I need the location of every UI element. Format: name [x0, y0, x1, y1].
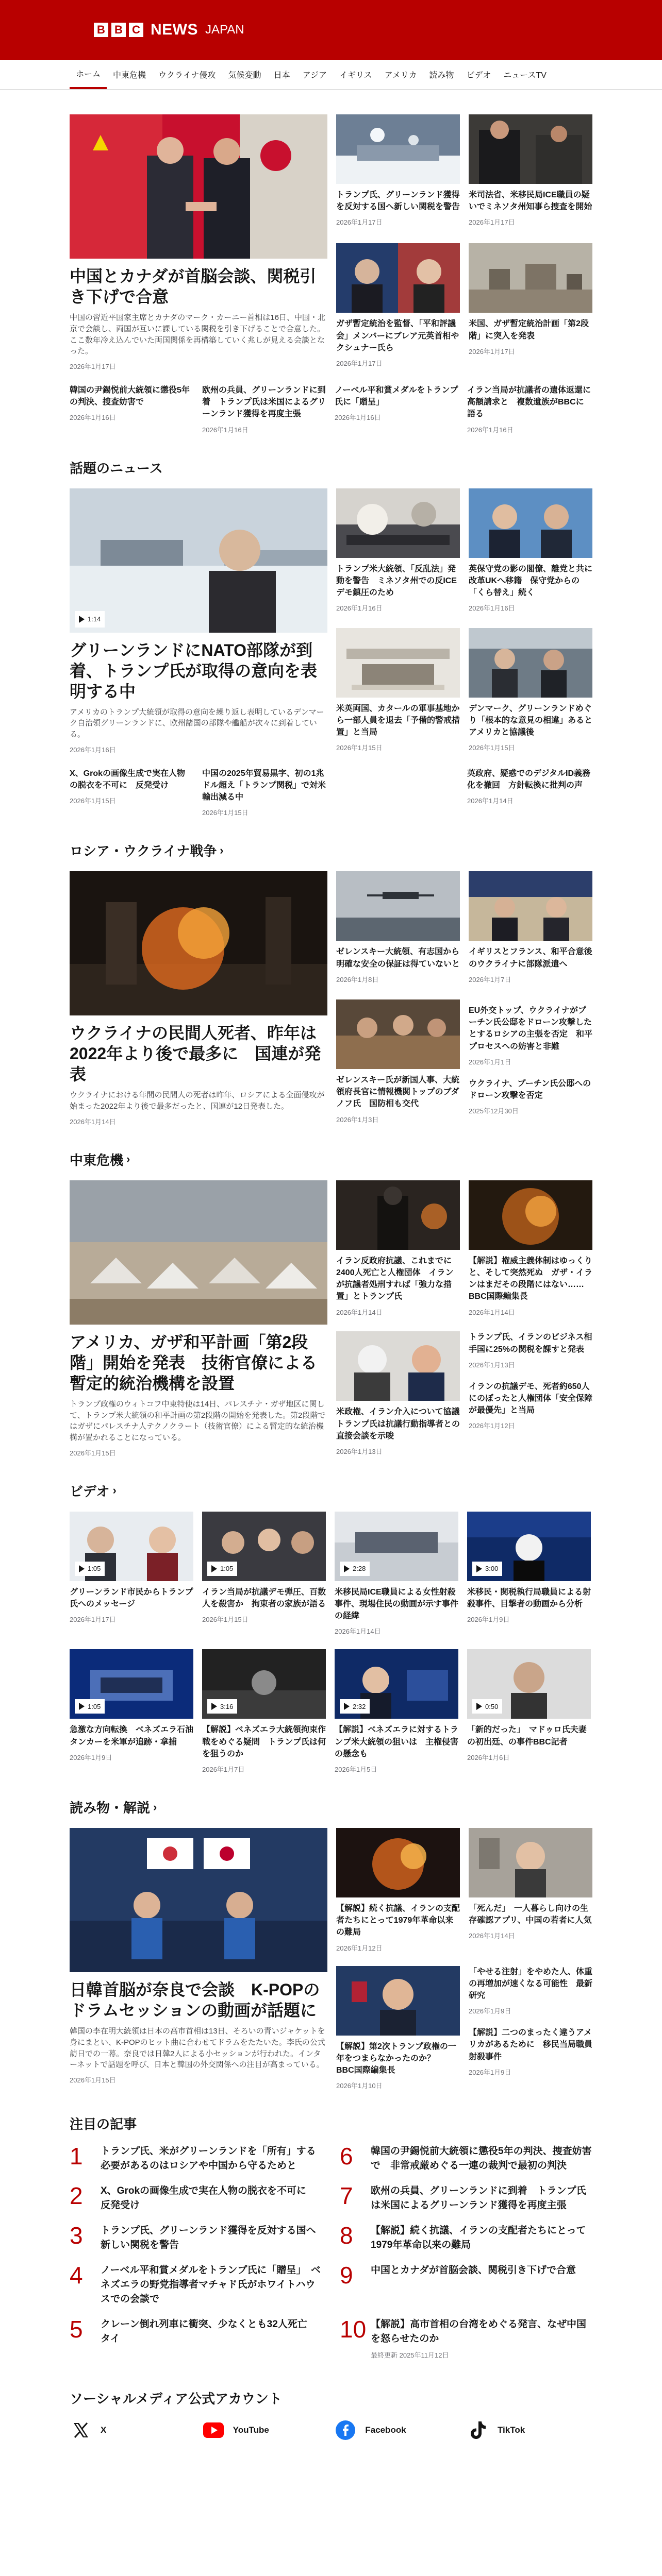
video-duration: 3:00 — [485, 1565, 499, 1573]
story-card-date: 2026年1月7日 — [469, 975, 511, 984]
story-card[interactable] — [336, 1966, 460, 2091]
rank-number: 7 — [340, 2182, 353, 2210]
social-label[interactable]: X — [101, 2425, 107, 2435]
section-title — [70, 458, 592, 477]
most-read-title[interactable]: ノーベル平和賞メダルをトランプ氏に「贈呈」 ベネズエラの野党指導者マチャド氏がホワイトハウスでの会談で — [101, 2265, 321, 2304]
story-card-image[interactable] — [469, 243, 592, 313]
video-play-badge[interactable] — [75, 1699, 105, 1714]
lead-story[interactable] — [70, 1828, 327, 2090]
story-card[interactable] — [469, 1966, 592, 2091]
story-card[interactable] — [202, 768, 326, 818]
social-label[interactable]: YouTube — [233, 2425, 269, 2435]
rank-number: 10 — [340, 2316, 367, 2343]
story-card[interactable] — [469, 871, 592, 986]
nav-item-japan[interactable]: 日本 — [273, 71, 290, 80]
video-card-title[interactable]: 【解説】ベネズエラ大統領拘束作戦をめぐる疑問 トランプ氏は何を狙うのか — [202, 1725, 326, 1758]
lead-story-date: 2026年1月14日 — [70, 1117, 116, 1126]
story-card[interactable] — [469, 1828, 592, 1953]
story-card[interactable] — [336, 488, 460, 615]
story-card-title[interactable]: ガザ暫定統治を監督、「平和評議会」メンバーにブレア元英首相やクシュナー氏ら — [336, 319, 459, 352]
story-card-date: 2026年1月15日 — [336, 744, 383, 752]
nav-item-newstv[interactable]: ニュースTV — [503, 71, 547, 80]
video-duration: 1:05 — [220, 1565, 234, 1573]
video-duration: 0:50 — [485, 1702, 499, 1710]
story-card[interactable] — [336, 871, 460, 986]
lead-story-summary: トランプ政権のウィトコフ中東特使は14日、パレスチナ・ガザ地区に関して、トランプ米大統領の和平計画の第2段階の開始を発表した。第2段階ではガザにパレスチナ人テクノクラート（技術官僚）による暫定的な統治機構が置かれることになっている。 — [70, 1399, 326, 1443]
story-card-date: 2026年1月16日 — [467, 426, 514, 434]
section-title-text: 話題のニュース — [70, 460, 163, 476]
story-card-image[interactable] — [336, 871, 460, 941]
story-card[interactable] — [469, 1331, 592, 1457]
story-card-date: 2026年1月16日 — [335, 414, 381, 422]
rank-number: 6 — [340, 2143, 353, 2170]
video-card-date: 2026年1月6日 — [467, 1753, 510, 1761]
story-card-title[interactable]: デンマーク、グリーンランドめぐり「根本的な意見の相違」あるとアメリカと協議後 — [469, 704, 593, 737]
story-card-date: 2026年1月15日 — [202, 809, 249, 817]
story-card-title[interactable]: 米司法省、米移民局ICE職員の疑いでミネソタ州知事ら捜査を開始 — [469, 191, 592, 212]
video-card-title[interactable]: 急激な方向転換 ベネズエラ石油タンカーを米軍が追跡・拿捕 — [70, 1725, 194, 1747]
video-card-title[interactable]: 米移民・関税執行局職員による射殺事件、目撃者の動画から分析 — [467, 1587, 591, 1609]
play-icon — [344, 1565, 350, 1572]
story-card-image[interactable] — [336, 1331, 460, 1401]
story-card-title[interactable]: 韓国の尹錫悦前大統領に懲役5年の判決、捜査妨害で — [70, 386, 190, 407]
video-card-title[interactable]: イラン当局が抗議デモ弾圧、百数人を殺害か 拘束者の家族が語る — [202, 1587, 326, 1609]
story-card[interactable] — [336, 243, 460, 371]
most-read-item[interactable] — [340, 2224, 592, 2252]
story-card[interactable] — [335, 384, 458, 434]
story-card-date: 2026年1月3日 — [336, 1115, 379, 1124]
most-read-section — [70, 2114, 592, 2360]
video-duration: 2:28 — [353, 1565, 366, 1573]
lead-story-date: 2026年1月15日 — [70, 2076, 116, 2084]
story-card-image[interactable] — [469, 114, 592, 184]
video-card-image[interactable] — [467, 1649, 591, 1719]
story-card-title[interactable]: ゼレンスキー大統領、有志国から明確な安全の保証は得ていないと — [336, 947, 460, 969]
nav-item-home[interactable]: ホーム — [70, 60, 107, 89]
chevron-right-icon[interactable]: › — [220, 843, 224, 857]
most-read-title[interactable]: 欧州の兵員、グリーンランドに到着 トランプ氏は米国によるグリーンランド獲得を再度主張 — [371, 2185, 586, 2211]
section-title-text[interactable]: ビデオ — [70, 1483, 110, 1499]
logo-edition-text: JAPAN — [205, 23, 244, 37]
lead-story[interactable] — [70, 1180, 327, 1458]
most-read-item[interactable] — [70, 2224, 322, 2252]
story-card-title[interactable]: 【解説】続く抗議、イランの支配者たちにとって1979年革命以来の難局 — [336, 1904, 460, 1937]
most-read-title[interactable]: 韓国の尹錫悦前大統領に懲役5年の判決、捜査妨害で 非常戒厳めぐる一連の裁判で最初の判決 — [371, 2146, 592, 2171]
story-card[interactable] — [469, 1180, 592, 1318]
section-title-text[interactable]: ロシア・ウクライナ戦争 — [70, 843, 217, 859]
lead-story-title[interactable]: アメリカ、ガザ和平計画「第2段階」開始を発表 技術官僚による暫定的統治機構を設置 — [70, 1332, 318, 1393]
video-card[interactable] — [467, 1649, 591, 1774]
video-card[interactable] — [202, 1649, 326, 1774]
story-card-date: 2026年1月13日 — [469, 1361, 515, 1369]
story-card[interactable] — [467, 768, 591, 818]
play-icon — [79, 1703, 85, 1710]
most-read-title[interactable]: クレーン倒れ列車に衝突、少なくとも32人死亡 タイ — [101, 2319, 317, 2344]
most-read-date: 最終更新 2025年11月12日 — [371, 2351, 449, 2360]
story-card-date: 2026年1月17日 — [336, 359, 383, 367]
topics-row — [70, 768, 592, 818]
logo-news-text: NEWS — [151, 21, 198, 38]
video-card[interactable] — [70, 1512, 193, 1636]
main-nav — [0, 60, 662, 90]
video-duration: 1:05 — [88, 1702, 101, 1710]
video-card[interactable] — [70, 1649, 193, 1774]
most-read-item[interactable] — [70, 2263, 322, 2306]
video-card-date: 2026年1月14日 — [335, 1628, 381, 1636]
lead-story-date: 2026年1月15日 — [70, 1449, 116, 1457]
story-card-image[interactable] — [469, 1180, 592, 1250]
story-card-title[interactable]: 英保守党の影の閣僚、離党と共に改革UKへ移籍 保守党からの「くら替え」続く — [469, 564, 593, 597]
section-title[interactable] — [70, 1798, 592, 1817]
lead-story-image[interactable] — [70, 488, 327, 633]
story-card-date: 2025年12月30日 — [469, 1107, 519, 1115]
story-card-title[interactable]: 米政権、イラン介入について協議 トランプ氏は抗議行動指導者との直接会談を示唆 — [336, 1408, 468, 1440]
video-play-badge[interactable] — [340, 1562, 370, 1576]
story-card-title[interactable]: トランプ氏、グリーンランド獲得を反対する国へ新しい関税を警告 — [336, 191, 460, 212]
video-card-date: 2026年1月15日 — [202, 1616, 249, 1624]
video-duration: 1:05 — [88, 1565, 101, 1573]
section-title[interactable] — [70, 1481, 592, 1500]
story-card-image[interactable] — [336, 999, 460, 1069]
story-card-date: 2026年1月15日 — [70, 797, 116, 805]
video-card[interactable] — [202, 1512, 326, 1636]
lead-story-date: 2026年1月17日 — [70, 363, 116, 370]
video-play-badge[interactable] — [472, 1699, 502, 1714]
video-card-image[interactable] — [467, 1512, 591, 1581]
story-card-image[interactable] — [336, 1828, 460, 1897]
bbc-news-japan-logo[interactable] — [94, 21, 244, 39]
lead-story[interactable] — [70, 488, 327, 754]
lead-story-image[interactable] — [70, 1180, 327, 1325]
rank-number: 8 — [340, 2222, 353, 2249]
story-card-title[interactable]: 欧州の兵員、グリーンランドに到着 トランプ氏は米国によるグリーンランド獲得を再度主張 — [202, 386, 326, 419]
play-icon — [344, 1703, 350, 1710]
story-card-date: 2026年1月12日 — [469, 1422, 515, 1430]
section-title[interactable] — [70, 841, 592, 860]
play-icon — [211, 1703, 217, 1710]
video-card[interactable] — [335, 1649, 458, 1774]
video-card[interactable] — [467, 1512, 591, 1636]
rank-number: 3 — [70, 2222, 83, 2249]
nav-item-uk[interactable]: イギリス — [339, 71, 372, 80]
video-card-title[interactable]: グリーンランド市民からトランプ氏へのメッセージ — [70, 1587, 193, 1609]
lead-story-title[interactable]: 日韓首脳が奈良で会談 K-POPのドラムセッションの動画が話題に — [70, 1980, 320, 2020]
section-title-text[interactable]: 読み物・解説 — [70, 1800, 151, 1816]
story-card[interactable] — [469, 488, 592, 615]
lead-story-title[interactable]: ウクライナの民間人死者、昨年は2022年より後で最多に 国連が発表 — [70, 1024, 321, 1084]
story-card-title[interactable]: 米英両国、カタールの軍事基地から一部人員を退去「予備的警戒措置」と当局 — [336, 704, 460, 737]
story-card-date: 2026年1月17日 — [469, 218, 515, 227]
lead-story[interactable] — [70, 871, 327, 1126]
video-card-image[interactable] — [202, 1649, 326, 1719]
video-card-date: 2026年1月5日 — [335, 1766, 377, 1773]
video-card-image[interactable] — [335, 1512, 458, 1581]
social-link-youtube[interactable] — [203, 2420, 327, 2441]
story-card-date: 2026年1月16日 — [202, 426, 249, 434]
social-link-facebook[interactable] — [335, 2420, 459, 2441]
rank-number: 5 — [70, 2316, 83, 2343]
story-card-title[interactable]: トランプ米大統領、「反乱法」発動を警告 ミネソタ州での反ICEデモ鎮圧のため — [336, 564, 457, 597]
story-card-title[interactable]: トランプ氏、イランのビジネス相手国に25%の関税を課すと発表 — [469, 1333, 592, 1354]
section-title — [70, 2114, 592, 2133]
video-card-date: 2026年1月17日 — [70, 1616, 116, 1624]
ukraine-section — [70, 841, 592, 1126]
story-card-image[interactable] — [336, 488, 460, 558]
chevron-right-icon[interactable]: › — [126, 1153, 130, 1166]
lead-story-summary: 韓国の李在明大統領は日本の高市首相は13日、そろいの青いジャケットを身にまとい、K-POPのヒット曲に合わせてドラムをたたいた。李氏の公式訪日での一幕。奈良では日韓2人による小セッションが行われた。インターネットで話題を呼び、日本と韓国の外交関係への注目が高まっている。 — [70, 2027, 325, 2070]
rank-number: 9 — [340, 2262, 353, 2289]
youtube-icon[interactable] — [203, 2420, 224, 2441]
nav-item-us[interactable]: アメリカ — [384, 71, 417, 80]
most-read-title[interactable]: トランプ氏、グリーンランド獲得を反対する国へ新しい関税を警告 — [101, 2225, 316, 2250]
video-card-title[interactable]: 米移民局ICE職員による女性射殺事件、現場住民の動画が示す事件の経緯 — [335, 1587, 459, 1621]
story-card-image[interactable] — [469, 871, 592, 941]
story-card-title[interactable]: ウクライナ、プーチン氏公邸へのドローン攻撃を否定 — [469, 1079, 591, 1100]
play-icon — [211, 1565, 217, 1572]
lead-story-title[interactable]: グリーンランドにNATO部隊が到着、トランプ氏が取得の意向を表明する中 — [70, 640, 318, 701]
story-card-title[interactable]: イギリスとフランス、和平合意後のウクライナに部隊派遣へ — [469, 947, 592, 969]
lead-story-image[interactable] — [70, 114, 327, 259]
video-play-badge[interactable] — [207, 1562, 237, 1576]
story-card-title[interactable]: 米国、ガザ暫定統治計画「第2段階」に突入を発表 — [469, 319, 589, 341]
story-card-title[interactable]: イラン反政府抗議、これまでに2400人死亡と人権団体 イランが抗議者処刑すれば「強力な措置」とトランプ氏 — [336, 1256, 454, 1301]
story-card[interactable] — [70, 384, 193, 434]
story-card[interactable] — [336, 1828, 460, 1953]
story-card[interactable] — [469, 628, 592, 754]
video-duration: 3:16 — [220, 1702, 234, 1710]
video-card-image[interactable] — [335, 1649, 458, 1719]
nav-item-ukraine[interactable]: ウクライナ侵攻 — [158, 71, 216, 80]
chevron-right-icon[interactable]: › — [153, 1800, 157, 1814]
most-read-item[interactable] — [340, 2144, 592, 2173]
x-icon[interactable] — [71, 2420, 91, 2441]
play-icon — [476, 1565, 482, 1572]
story-card[interactable] — [336, 114, 460, 230]
most-read-title[interactable]: 中国とカナダが首脳会談、関税引き下げで合意 — [371, 2265, 576, 2276]
section-title-text: 注目の記事 — [70, 2116, 137, 2132]
lead-story-summary: アメリカのトランプ大統領が取得の意向を繰り返し表明しているデンマーク自治領グリーンランドに、欧州諸国の部隊や艦船が次々に到着している。 — [70, 707, 324, 739]
most-read-title[interactable]: X、Grokの画像生成で実在人物の脱衣を不可に 反発受け — [101, 2185, 317, 2211]
logo-block-b2: B — [111, 23, 126, 37]
social-link-tiktok[interactable] — [468, 2420, 591, 2441]
nav-item-climate[interactable]: 気候変動 — [228, 71, 261, 80]
story-card-title[interactable]: 【解説】権威主義体制はゆっくりと、そして突然死ぬ ガザ・イランはまだその段階にはない…… BBC国際編集長 — [469, 1256, 593, 1301]
lead-story-summary: 中国の習近平国家主席とカナダのマーク・カーニー首相は16日、中国・北京で会談し、両国が互いに課している関税を引き下げることで合意した。ここ数年冷え込んでいた両国関係を再構築していく兆しが見える会談となった。 — [70, 313, 325, 356]
story-card-date: 2026年1月16日 — [336, 604, 383, 613]
social-label[interactable]: Facebook — [365, 2425, 406, 2435]
story-card[interactable] — [469, 114, 592, 230]
video-section — [70, 1481, 592, 1774]
video-card-title[interactable]: 【解説】ベネズエラに対するトランプ米大統領の狙いは 主権侵害の懸念も — [335, 1725, 459, 1758]
story-card-title[interactable]: イランの抗議デモ、死者約650人にのぼったと人権団体「安全保障が最優先」と当局 — [469, 1382, 593, 1415]
video-play-badge[interactable] — [75, 1562, 105, 1576]
story-card-image[interactable] — [336, 1180, 460, 1250]
section-title — [70, 2388, 592, 2408]
middle-east-section — [70, 1150, 592, 1458]
video-card-date: 2026年1月9日 — [70, 1753, 112, 1761]
story-card-image[interactable] — [336, 1966, 460, 2036]
play-icon — [476, 1703, 482, 1710]
lead-story-image[interactable] — [70, 871, 327, 1015]
most-read-item[interactable] — [70, 2184, 322, 2212]
story-card-title[interactable]: 「やせる注射」をやめた人、体重の再増加が速くなる可能性 最新研究 — [469, 1967, 593, 2000]
site-header — [0, 0, 662, 60]
video-duration: 1:14 — [88, 615, 101, 623]
section-title-text: ソーシャルメディア公式アカウント — [70, 2391, 282, 2407]
video-card-image[interactable] — [70, 1512, 193, 1581]
story-card-image[interactable] — [336, 243, 460, 313]
video-card-date: 2026年1月9日 — [467, 1616, 510, 1624]
story-card-title[interactable]: 【解説】第2次トランプ政権の一年をつまらなかったのか？ BBC国際編集長 — [336, 2042, 456, 2075]
nav-item-video[interactable]: ビデオ — [466, 71, 491, 80]
social-link-x[interactable] — [71, 2420, 194, 2441]
most-read-body — [371, 2317, 592, 2360]
story-card[interactable] — [335, 768, 458, 818]
story-card-date: 2026年1月15日 — [469, 744, 515, 752]
lead-story-image[interactable] — [70, 1828, 327, 1972]
facebook-icon[interactable] — [335, 2420, 356, 2441]
video-play-badge[interactable] — [75, 611, 105, 628]
video-card-title[interactable]: 「新的だった」 マドゥロ氏夫妻の初出廷、の事件BBC記者 — [467, 1725, 587, 1747]
story-card-image[interactable] — [469, 628, 592, 698]
social-links — [70, 2420, 592, 2441]
top-stories-row — [70, 384, 592, 434]
story-card-date: 2026年1月17日 — [469, 347, 515, 355]
story-card-date: 2026年1月14日 — [469, 1932, 515, 1940]
story-card-date: 2026年1月16日 — [469, 604, 515, 613]
story-card-date: 2026年1月12日 — [336, 1944, 383, 1952]
rank-number: 1 — [70, 2143, 83, 2170]
story-card-title[interactable]: 【解説】二つのまったく違うアメリカがあるために 移民当局職員射殺事件 — [469, 2028, 592, 2061]
story-card[interactable] — [336, 1331, 468, 1457]
story-card[interactable] — [469, 999, 592, 1126]
most-read-item[interactable] — [340, 2184, 592, 2212]
logo-block-b1: B — [94, 23, 108, 37]
play-icon — [79, 1565, 85, 1572]
story-card[interactable] — [202, 384, 326, 434]
logo-block-c: C — [129, 23, 143, 37]
story-card-image[interactable] — [469, 488, 592, 558]
nav-item-asia[interactable]: アジア — [302, 71, 327, 80]
section-title-text[interactable]: 中東危機 — [70, 1152, 124, 1168]
video-card-date: 2026年1月7日 — [202, 1766, 245, 1773]
most-read-title[interactable]: 【解説】高市首相の台湾をめぐる発言、なぜ中国を怒らせたのか — [371, 2319, 587, 2344]
story-card-date: 2026年1月14日 — [336, 1308, 383, 1316]
story-card-title[interactable]: 英政府、疑惑でのデジタルID義務化を撤回 方針転換に批判の声 — [467, 769, 591, 790]
most-read-item[interactable] — [70, 2317, 322, 2360]
social-label[interactable]: TikTok — [497, 2425, 525, 2435]
story-card[interactable] — [336, 999, 460, 1126]
lead-story-date: 2026年1月16日 — [70, 745, 116, 754]
most-read-title[interactable]: 【解説】続く抗議、イランの支配者たちにとって1979年革命以来の難局 — [371, 2225, 586, 2250]
story-card-date: 2026年1月13日 — [336, 1448, 383, 1456]
nav-item-features[interactable]: 読み物 — [429, 71, 454, 80]
story-card-image[interactable] — [469, 1828, 592, 1897]
topics-section — [70, 458, 592, 818]
story-card-image[interactable] — [336, 628, 460, 698]
story-card[interactable] — [467, 384, 591, 434]
lead-story-title[interactable]: 中国とカナダが首脳会談、関税引き下げで合意 — [70, 267, 317, 306]
most-read-item[interactable] — [340, 2263, 592, 2306]
story-card-title[interactable]: イラン当局が抗議者の遺体返還に高額請求と 複数遺族がBBCに語る — [467, 386, 591, 419]
lead-story-summary: ウクライナにおける年間の民間人の死者は昨年、ロシアによる全面侵攻が始まった2022年より後で最多だったと、国連が12日発表した。 — [70, 1091, 325, 1111]
video-duration: 2:32 — [353, 1702, 366, 1710]
most-read-list — [70, 2144, 592, 2360]
video-play-badge[interactable] — [207, 1699, 237, 1714]
story-card-date: 2026年1月17日 — [336, 218, 383, 227]
story-card[interactable] — [336, 628, 460, 754]
video-play-badge[interactable] — [472, 1562, 502, 1576]
story-card-date: 2026年1月14日 — [467, 797, 514, 805]
lead-story[interactable] — [70, 114, 327, 371]
video-card-image[interactable] — [202, 1512, 326, 1581]
most-read-item[interactable] — [340, 2317, 592, 2360]
section-title[interactable] — [70, 1150, 592, 1169]
story-card-title[interactable]: 中国の2025年貿易黒字、初の1兆ドル超え「トランプ関税」で対米輸出減る中 — [202, 769, 326, 802]
story-card[interactable] — [336, 1180, 460, 1318]
most-read-item[interactable] — [70, 2144, 322, 2173]
chevron-right-icon[interactable]: › — [112, 1484, 117, 1497]
rank-number: 2 — [70, 2182, 83, 2210]
features-section — [70, 1798, 592, 2090]
story-card[interactable] — [70, 768, 193, 818]
story-card-title[interactable]: ノーベル平和賞メダルをトランプ氏に「贈呈」 — [335, 386, 458, 407]
nav-item-middle-east[interactable]: 中東危機 — [113, 71, 146, 80]
top-stories — [70, 114, 592, 434]
story-card-date: 2026年1月1日 — [469, 1058, 511, 1066]
social-section — [70, 2388, 592, 2441]
story-card-title[interactable]: 「死んだ」 一人暮らし向けの生存確認アプリ、中国の若者に人気 — [469, 1904, 592, 1925]
video-play-badge[interactable] — [340, 1699, 370, 1714]
story-card-image[interactable] — [336, 114, 460, 184]
story-card-date: 2026年1月9日 — [469, 2007, 511, 2015]
story-card-title[interactable]: EU外交トップ、ウクライナがプーチン氏公邸をドローン攻撃したとするロシアの主張を否定 和平プロセスへの妨害と非難 — [469, 1006, 593, 1051]
story-card-date: 2026年1月16日 — [70, 414, 116, 422]
story-card-date: 2026年1月14日 — [469, 1308, 515, 1316]
page-bottom-spacer — [70, 2441, 592, 2523]
story-card-date: 2026年1月10日 — [336, 2082, 383, 2090]
story-card-title[interactable]: ゼレンスキー氏が新国人事、大統領府長官に情報機関トップのブダノフ氏 国防相も交代 — [336, 1076, 460, 1109]
rank-number: 4 — [70, 2262, 83, 2289]
story-card-date: 2026年1月9日 — [469, 2068, 511, 2076]
most-read-title[interactable]: トランプ氏、米がグリーンランドを「所有」する必要があるのはロシアや中国から守るためと — [101, 2146, 316, 2171]
video-card-image[interactable] — [70, 1649, 193, 1719]
story-card-title[interactable]: X、Grokの画像生成で実在人物の脱衣を不可に 反発受け — [70, 769, 186, 790]
story-card[interactable] — [469, 243, 592, 371]
play-icon — [79, 616, 85, 623]
tiktok-icon[interactable] — [468, 2420, 488, 2441]
video-card[interactable] — [335, 1512, 458, 1636]
story-card-date: 2026年1月8日 — [336, 975, 379, 984]
